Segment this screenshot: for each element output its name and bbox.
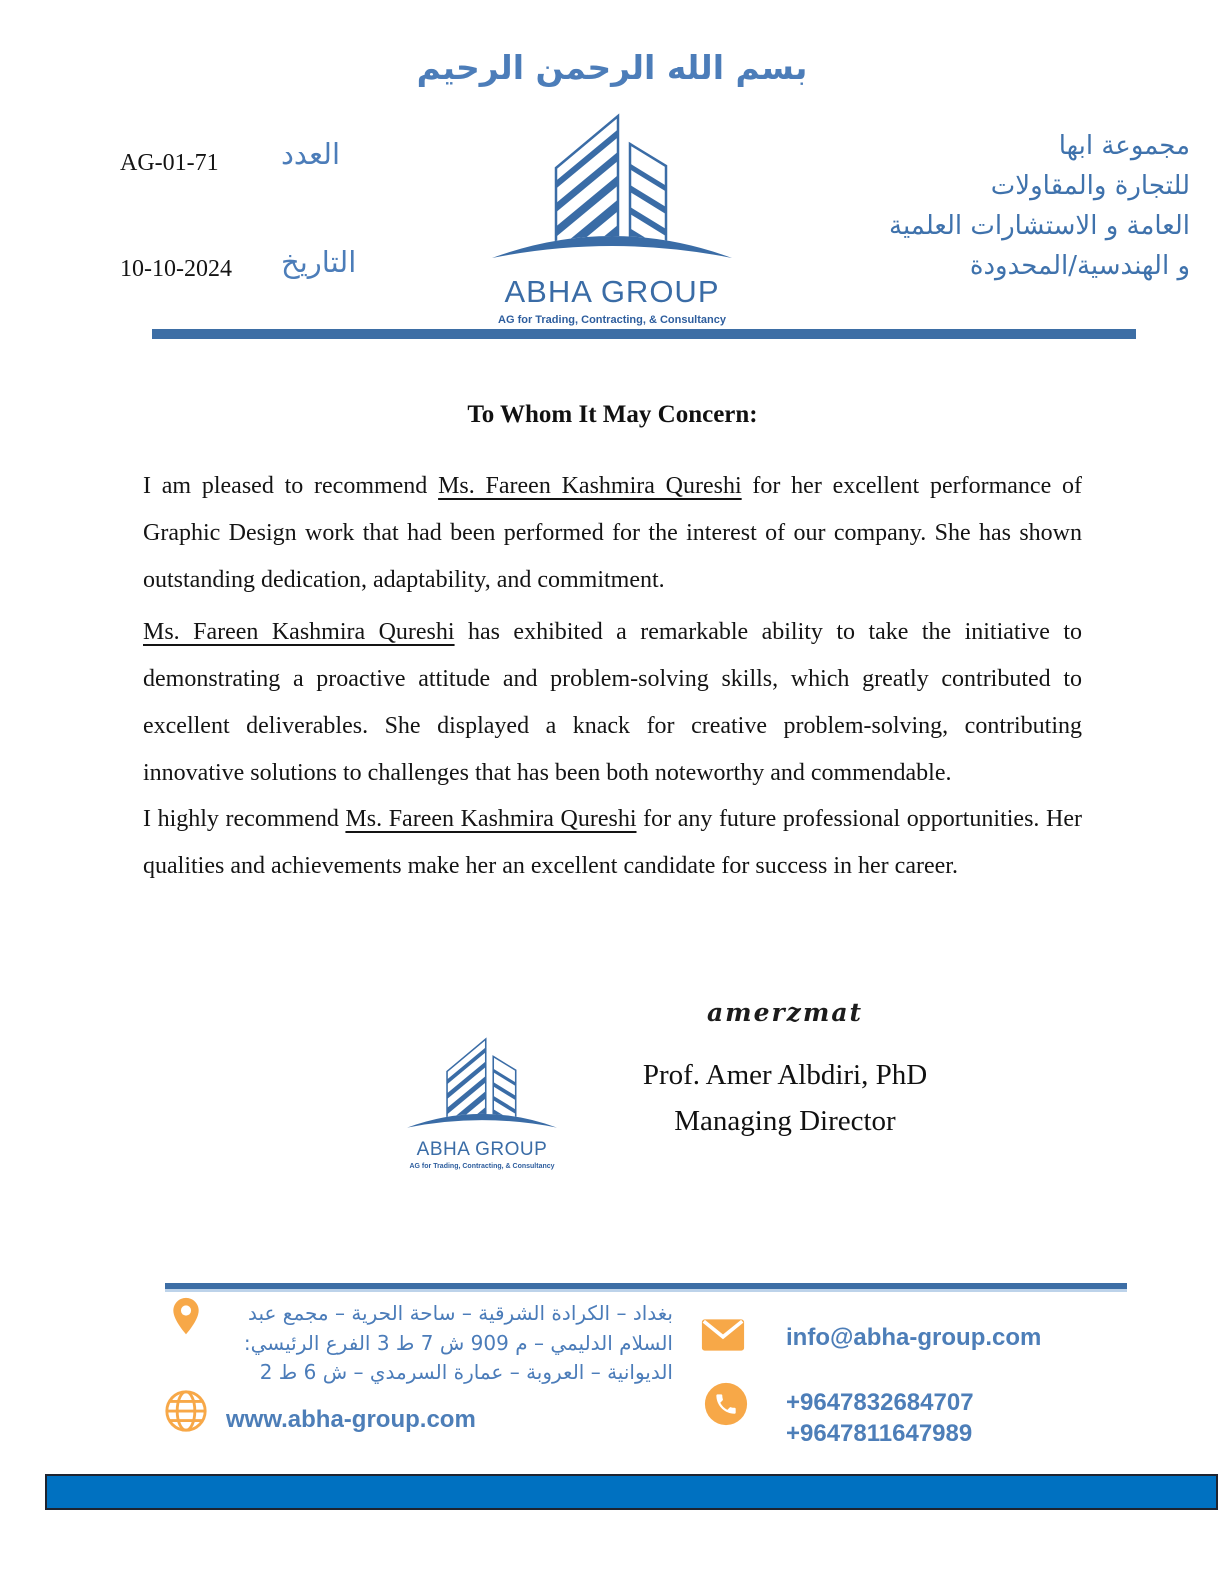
reference-number-label: العدد	[281, 137, 341, 171]
paragraph-text: for her excellent performance of Graphic Design work that had been performed for the interest of our company. She has shown outstanding dedication, adaptability, and commitment.	[143, 473, 1082, 593]
bismillah-text: بسم الله الرحمن الرحيم	[416, 48, 808, 87]
address-line: السلام الدليمي – م 909 ش 7 ط 3 الفرع الرئيسي:	[243, 1330, 673, 1355]
address-line: بغداد – الكرادة الشرقية – ساحة الحرية – مجمع عبد	[247, 1301, 673, 1325]
map-pin-icon	[167, 1296, 205, 1349]
company-logo	[487, 108, 737, 326]
company-name-arabic-line: للتجارة والمقاولات	[990, 171, 1190, 201]
logo-tagline: AG for Trading, Contracting, & Consultancy	[409, 1163, 555, 1170]
phone-numbers	[786, 1387, 974, 1449]
candidate-name: Ms. Fareen Kashmira Qureshi	[345, 806, 637, 832]
buildings-logo-icon	[407, 1034, 557, 1142]
header-divider	[152, 329, 1136, 339]
phone-number: +9647832684707	[786, 1389, 974, 1416]
logo-company-name: ABHA GROUP	[504, 274, 720, 309]
date-label: التاريخ	[281, 245, 357, 279]
candidate-name: Ms. Fareen Kashmira Qureshi	[143, 619, 455, 645]
phone-number: +9647811647989	[786, 1420, 973, 1447]
envelope-icon	[701, 1318, 745, 1357]
signer-title: Managing Director	[674, 1105, 896, 1137]
globe-icon	[163, 1388, 209, 1439]
reference-number-value: AG-01-71	[120, 150, 219, 176]
date-value: 10-10-2024	[120, 256, 232, 282]
email-address: info@abha-group.com	[786, 1324, 1042, 1351]
paragraph-1	[143, 463, 1082, 604]
handwritten-signature: amerzmat	[706, 998, 864, 1027]
buildings-logo-icon	[492, 108, 732, 278]
company-name-arabic-line: مجموعة ابها	[1058, 131, 1190, 161]
logo-company-name: ABHA GROUP	[416, 1139, 548, 1160]
salutation: To Whom It May Concern:	[467, 401, 758, 428]
paragraph-3	[143, 796, 1082, 890]
paragraph-2	[143, 609, 1082, 797]
company-logo-small	[399, 1034, 565, 1170]
paragraph-text: for any future professional opportunities. Her qualities and achievements make her an excellent candidate for success in her career.	[143, 806, 1082, 879]
company-name-arabic	[790, 126, 1190, 286]
paragraph-text: has exhibited a remarkable ability to take the initiative to demonstrating a proactive attitude and problem-solving skills, which greatly contributed to excellent deliverables. She displayed a knack for creative problem-solving, contributing innovative solutions to challenges that has been both noteworthy and commendable.	[143, 619, 1083, 786]
company-name-arabic-line: العامة و الاستشارات العلمية	[889, 211, 1190, 241]
bottom-accent-bar	[45, 1474, 1218, 1510]
address-line: الديوانية – العروبة – عمارة السرمدي – ش 6 ط 2	[259, 1360, 673, 1384]
website-url: www.abha-group.com	[226, 1406, 476, 1433]
signer-name: Prof. Amer Albdiri, PhD	[642, 1059, 928, 1091]
candidate-name: Ms. Fareen Kashmira Qureshi	[438, 473, 742, 499]
logo-tagline: AG for Trading, Contracting, & Consultancy	[498, 314, 726, 326]
footer-divider	[165, 1283, 1127, 1292]
paragraph-text: I am pleased to recommend	[143, 473, 439, 499]
company-address-arabic	[225, 1299, 673, 1388]
paragraph-text: I highly recommend	[143, 806, 346, 832]
phone-icon	[703, 1381, 749, 1432]
company-name-arabic-line: و الهندسية/المحدودة	[969, 251, 1190, 281]
